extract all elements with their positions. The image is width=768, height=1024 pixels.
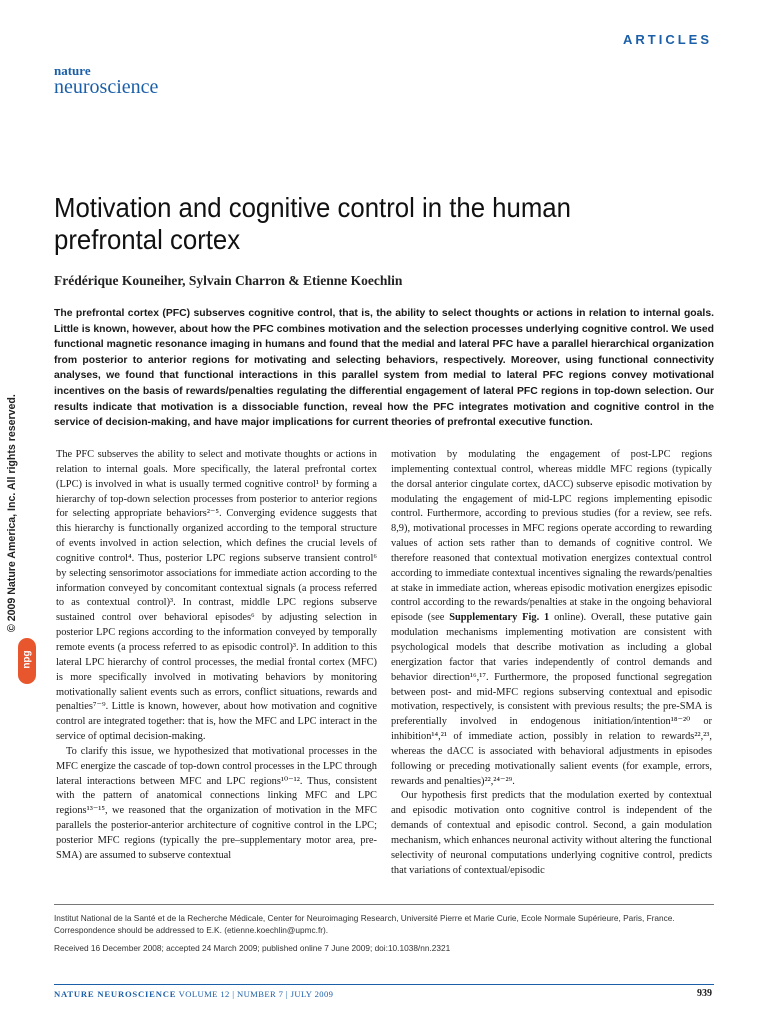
footer-divider xyxy=(54,984,714,985)
body-column-right xyxy=(391,448,712,878)
body-column-left xyxy=(56,448,377,864)
body-paragraph: Our hypothesis first predicts that the modulation exerted by contextual and episodic motivation onto cognitive control is independent of the demands of contextual and episodic control. Second, a gain modulation mechanism, which enhances neuronal activity without altering the functional selectivity of neuronal computations underlying cognitive control, predicts that variations of contextual/episodic xyxy=(391,790,712,876)
journal-logo-line2: neuroscience xyxy=(54,76,159,98)
supplementary-figure-link[interactable]: Supplementary Fig. 1 xyxy=(449,612,550,624)
npg-logo-icon xyxy=(18,638,36,684)
body-paragraph: The PFC subserves the ability to select and motivate thoughts or actions in relation to internal goals. More specifically, the lateral prefrontal cortex (LPC) is involved in what is usually termed cognitive control¹ by forming a hierarchy of top-down selection processes from posterior to anterior regions for selecting appropriate behaviors²⁻⁵. Converging evidence suggests that this hierarchy is functionally organized according to the temporal structure of events involved in action selection, which defines the crucial levels of cognitive control⁴. Thus, posterior LPC regions subserve transient control⁶ by selecting sensorimotor associations for immediate action according to the information conveyed by concomitant contextual signals (a process referred to as contextual control)³. In contrast, middle LPC regions subserve sustained control over behavioral episodes⁶ by adjusting selection in posterior LPC regions according to the information conveyed by temporally remote events (a process referred to as episodic control)³. In addition to this lateral LPC hierarchy of control processes, the medial frontal cortex (MFC) is more specifically involved in motivating behaviors by monitoring motivationally salient events such as errors, conflict situations, rewards and penalties⁷⁻⁹. Little is known, however, about how motivation and cognitive control are integrated together: that is, how the MFC and LPC interact in the service of optimal decision-making. xyxy=(56,449,377,743)
footnote-divider xyxy=(54,904,714,905)
correspondence-footnote: Correspondence should be addressed to E.K. (etienne.koechlin@upmc.fr). xyxy=(54,925,329,935)
body-paragraph xyxy=(391,448,712,789)
article-authors: Frédérique Kouneiher, Sylvain Charron & Etienne Koechlin xyxy=(54,273,403,288)
received-dates: Received 16 December 2008; accepted 24 March 2009; published online 7 June 2009; doi:10.1038/nn.2321 xyxy=(54,943,451,953)
footer-journal-info xyxy=(54,989,333,999)
journal-logo xyxy=(54,64,158,97)
article-abstract: The prefrontal cortex (PFC) subserves cognitive control, that is, the ability to select thoughts or actions in relation to internal goals. Little is known, however, about how the PFC combines motivation and the selection processes underlying cognitive control. We used functional magnetic resonance imaging in humans and found that the medial and lateral PFC have a parallel hierarchical organization from posterior to anterior regions for motivating and selecting behaviors, respectively. Moreover, using functional connectivity analyses, we found that functional interactions in this parallel system from medial to lateral PFC regions convey motivational incentives on the basis of rewards/penalties regulating the differential engagement of lateral PFC regions in top-down selection. Our results indicate that motivation is a dissociable function, reveal how the PFC integrates motivation and cognitive control in the service of decision-making, and have major implications for current theories of prefrontal executive function. xyxy=(54,308,714,429)
body-text: online). Overall, these putative gain modulation mechanisms implementing motivation are consistent with psychological models that describe motivation as including a global energization factor that varies independently of control demands and behavior direction¹⁶,¹⁷. Furthermore, the proposed functional segregation between post- and mid-MFC regions subserving contextual and episodic motivation, respectively, is consistent with previous results; the pre-SMA is preferentially involved in endogenous initiation/intention¹⁸⁻²⁰ or inhibition¹⁴,²¹ of immediate action, possibly in relation to rewards²²,²³, whereas the dACC is associated with behavioral adjustments in episodes following or preceding motivationally salient events (for example, errors, rewards and penalties)²²,²⁴⁻²⁹. xyxy=(391,612,713,787)
journal-logo-line1: nature xyxy=(54,63,91,78)
article-title: Motivation and cognitive control in the human prefrontal cortex xyxy=(54,192,571,255)
npg-logo-text: npg xyxy=(21,650,33,669)
body-text: motivation by modulating the engagement of post-LPC regions implementing contextual control, whereas middle MFC regions (typically the dorsal anterior cingulate cortex, dACC) subserve episodic motivation by modulating the engagement of mid-LPC regions implementing episodic control. Furthermore, according to previous studies (for a review, see refs. 8,9), motivational processes in MFC regions operate according to rewarding values of action sets rather than to demands of cognitive control. We therefore reasoned that contextual motivation energizes contextual control according to immediate contextual incentives signaling the rewards/penalties at stake in immediate action, whereas episodic motivation energizes episodic control according to the rewards/penalties at stake in the ongoing behavioral episode (see xyxy=(391,449,712,624)
footer-issue-info: VOLUME 12 | NUMBER 7 | JULY 2009 xyxy=(176,989,334,999)
section-label: ARTICLES xyxy=(623,32,712,47)
body-paragraph: To clarify this issue, we hypothesized that motivational processes in the MFC energize the cascade of top-down control processes in the LPC through lateral interactions between MFC and LPC regions¹⁰⁻¹². Thus, consistent with the pattern of anatomical connections linking MFC and LPC regions¹³⁻¹⁵, we reasoned that the organization of motivation in the MFC parallels the posterior-anterior architecture of cognitive control in the LPC; posterior MFC regions (typically the pre–supplementary motor area, pre-SMA) are assumed to subserve contextual xyxy=(56,745,377,861)
page-number: 939 xyxy=(697,988,712,999)
affiliation-footnote: Institut National de la Santé et de la Recherche Médicale, Center for Neuroimaging Research, Université Pierre et Marie Curie, Ecole Normale Supérieure, Paris, France. xyxy=(54,913,675,923)
copyright-notice: © 2009 Nature America, Inc. All rights reserved. xyxy=(6,394,18,632)
footer-journal-name: NATURE NEUROSCIENCE xyxy=(54,989,177,999)
